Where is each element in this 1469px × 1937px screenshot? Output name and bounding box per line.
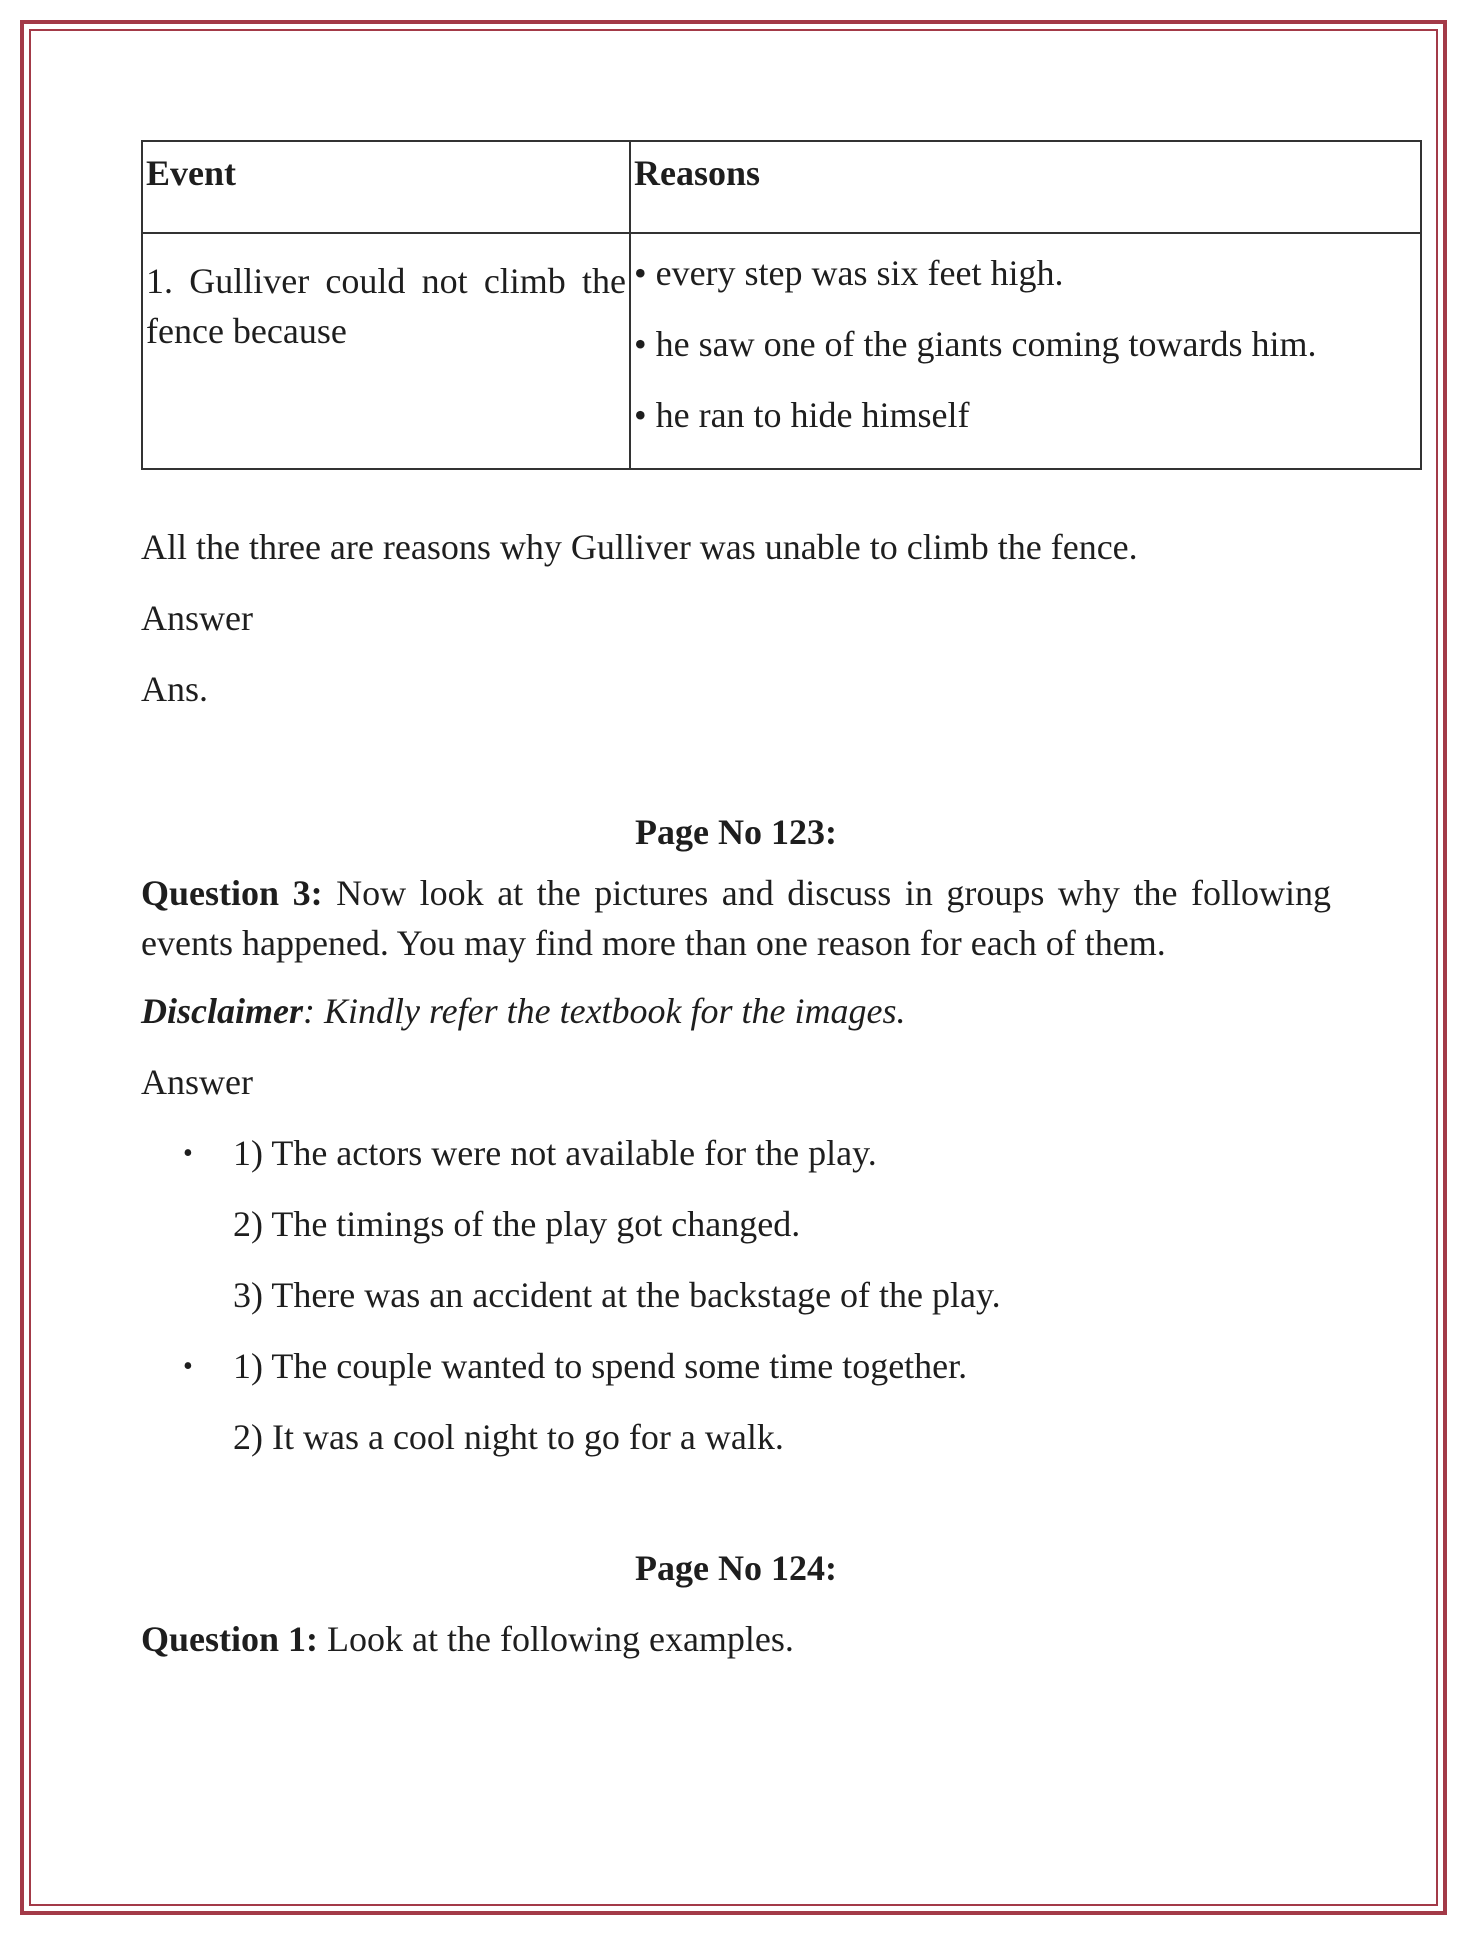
- reason-item: • he saw one of the giants coming towards him.: [634, 324, 1317, 364]
- answer-list: [141, 1118, 1421, 1473]
- table-row: [142, 233, 1421, 469]
- disclaimer-text: : Kindly refer the textbook for the images.: [302, 991, 906, 1031]
- disclaimer-label: Disclaimer: [141, 991, 303, 1031]
- page-heading-123: Page No 123:: [635, 812, 837, 852]
- table-cell-reasons: [630, 233, 1421, 469]
- answer-label: Answer: [141, 1062, 253, 1102]
- table-header-row: [142, 141, 1421, 233]
- reason-item: • he ran to hide himself: [634, 395, 970, 435]
- answer-label: Answer: [141, 598, 253, 638]
- page-content: [141, 140, 1421, 1675]
- table-cell-event: 1. Gulliver could not climb the fence because: [142, 233, 630, 469]
- list-item: [141, 1118, 1421, 1331]
- question-text: Now look at the pictures and discuss in groups why the following events happened. You may find more than one reason for each of them.: [141, 873, 1331, 963]
- question-1: [141, 1604, 1421, 1675]
- ans-label: Ans.: [141, 669, 209, 709]
- disclaimer: [141, 976, 1421, 1047]
- statement-text: All the three are reasons why Gulliver was unable to climb the fence.: [141, 527, 1138, 567]
- answer-line: 2) The timings of the play got changed.: [233, 1204, 801, 1244]
- list-item: [141, 1331, 1421, 1473]
- answer-line: 1) The actors were not available for the play.: [233, 1133, 877, 1173]
- event-reasons-table: [141, 140, 1422, 470]
- after-table-block: [141, 512, 1421, 725]
- reason-item: • every step was six feet high.: [634, 253, 1064, 293]
- answer-line: 1) The couple wanted to spend some time together.: [233, 1346, 968, 1386]
- bullet-icon: •: [183, 1138, 193, 1169]
- table-header-event: Event: [142, 141, 630, 233]
- question-text: Look at the following examples.: [318, 1619, 794, 1659]
- answer-line: 3) There was an accident at the backstage of the play.: [233, 1275, 1001, 1315]
- question-3: [141, 868, 1331, 968]
- bullet-icon: •: [183, 1351, 193, 1382]
- answer-line: 2) It was a cool night to go for a walk.: [233, 1417, 784, 1457]
- page-heading-124: Page No 124:: [635, 1548, 837, 1588]
- table-header-reasons: Reasons: [630, 141, 1421, 233]
- question-label: Question 3:: [141, 873, 323, 913]
- question-label: Question 1:: [141, 1619, 319, 1659]
